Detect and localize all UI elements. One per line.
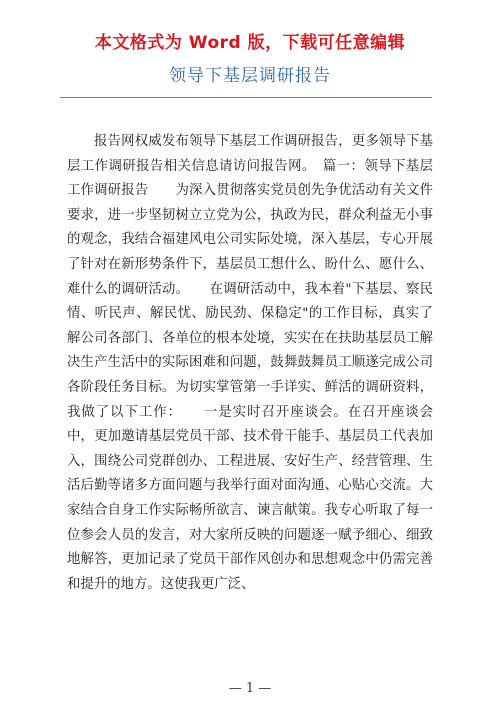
title-divider	[60, 97, 432, 98]
page-number: — 1 —	[228, 681, 272, 696]
word-format-banner: 本文格式为 Word 版，下载可任意编辑	[94, 33, 406, 53]
body-paragraph: 报告网权威发布领导下基层工作调研报告，更多领导下基层工作调研报告相关信息请访问报告网。 篇一：领导下基层工作调研报告 为深入贯彻落实党员创先争优活动有关文件要求，进一步坚韧树立立党为公，执政为民，群众利益无小事的观念，我结合福建风电公司实际处境，深入基层，专心开展了针对在新形势条件下，基层员工想什么、盼什么、愿什么、难什么的调研活动。 在调研活动中，我本着"下基层、察民情、听民声、解民忧、励民劲、保稳定"的工作目标，真实了解公司各部门、各单位的根本处境，实实在在扶助基层员工解决生产生活中的实际困难和问题，鼓舞鼓舞员工顺遂完成公司各阶段任务目标。为切实掌管第一手详实、鲜活的调研资料，我做了以下工作： 一是实时召开座谈会。在召开座谈会中，更加邀请基层党员干部、技术骨干能手、基层员工代表加入，围绕公司党群创办、工程进展、安好生产、经营管理、生活后勤等诸多方面问题与我举行面对面沟通、心贴心交流。大家结合自身工作实际畅所欲言、谏言献策。我专心听取了每一位参会人员的发言，对大家所反映的问题逐一赋予细心、细致地解答，更加记录了党员干部作风创办和思想观念中仍需完善和提升的地方。这使我更广泛、	[67, 134, 433, 592]
document-title: 领导下基层调研报告	[169, 66, 331, 86]
